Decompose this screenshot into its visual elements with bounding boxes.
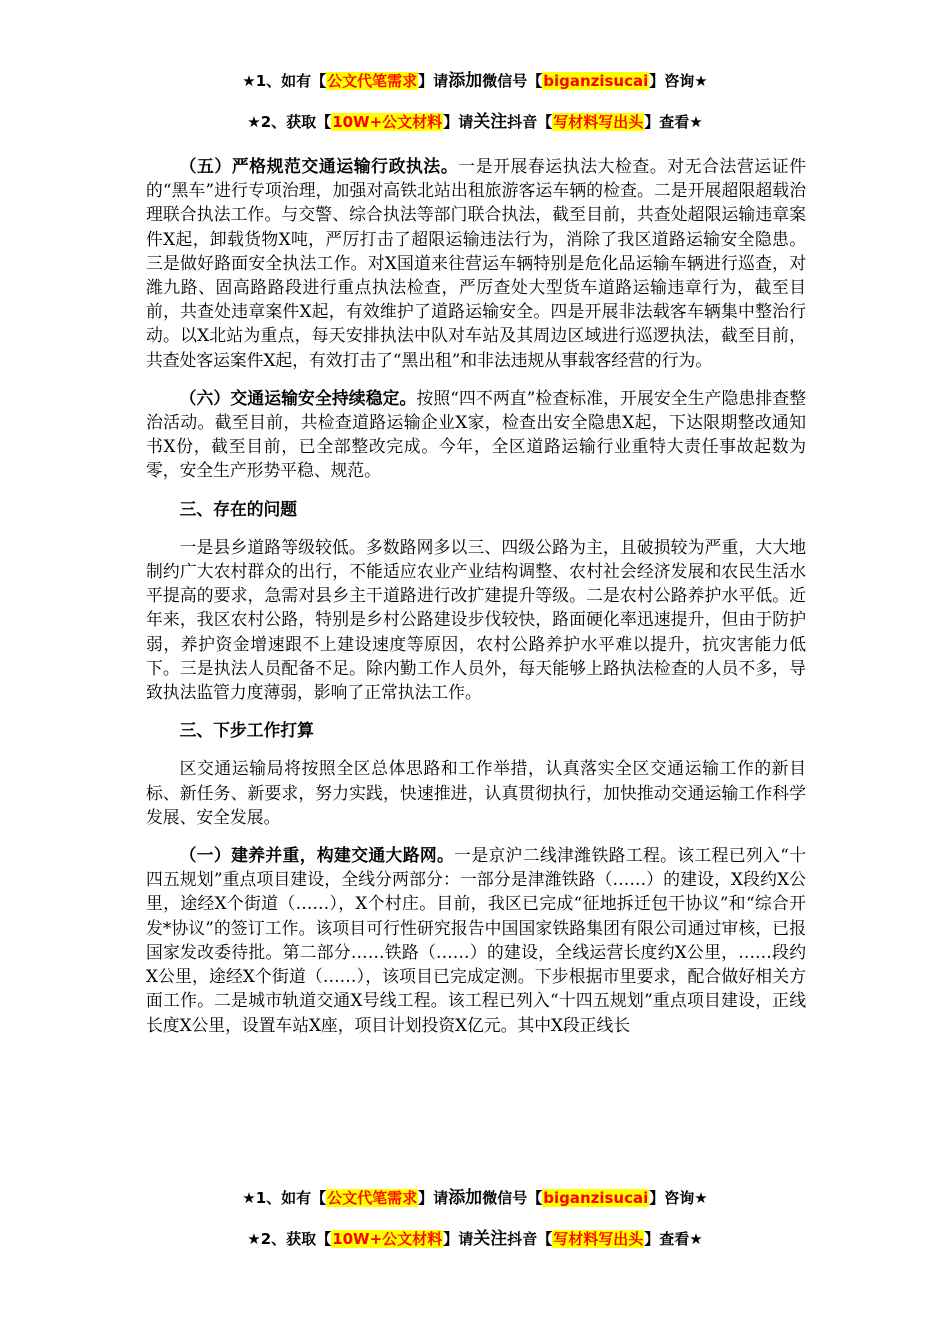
- heading-problems: 三、存在的问题: [179, 498, 298, 519]
- banner-text: 】查看★: [644, 1230, 703, 1248]
- paragraph-road-network: [146, 843, 806, 1037]
- paragraph-text: 按照“四不两直”检查标准，开展安全生产隐患排查整治活动。截至目前，共检查道路运输企业X家，检查出安全隐患X起，下达限期整改通知书X份，截至目前，已全部整改完成。今年，全区道路运输行业重特大责任事故起数为零，安全生产形势平稳、规范。: [146, 387, 806, 481]
- banner-text: 】请: [418, 1189, 449, 1207]
- banner-highlight: biganzisucai: [543, 1189, 649, 1207]
- banner-highlight: 10W+公文材料: [332, 113, 443, 131]
- banner-emphasis: 添加: [448, 1188, 483, 1208]
- banner-text: ★1、如有【: [242, 72, 327, 90]
- banner-highlight: 写材料写出头: [553, 1230, 644, 1248]
- banner-text: 】请: [443, 1230, 474, 1248]
- banner-highlight: 10W+公文材料: [332, 1230, 443, 1248]
- banner-text: 】咨询★: [649, 72, 708, 90]
- banner-text: 】请: [443, 113, 474, 131]
- banner-highlight: 公文代笔需求: [327, 1189, 418, 1207]
- top-ad-banner-line-1: [0, 70, 950, 92]
- banner-text: 微信号【: [482, 1189, 543, 1207]
- banner-text: ★2、获取【: [247, 113, 332, 131]
- banner-highlight: 公文代笔需求: [327, 72, 418, 90]
- banner-highlight: biganzisucai: [543, 72, 649, 90]
- banner-highlight: 写材料写出头: [553, 113, 644, 131]
- banner-emphasis: 关注: [473, 112, 508, 132]
- paragraph-safety: [146, 386, 806, 483]
- paragraph-next-intro: 区交通运输局将按照全区总体思路和工作举措，认真落实全区交通运输工作的新目标、新任务、新要求，努力实践，快速推进，认真贯彻执行，加快推动交通运输工作科学发展、安全发展。: [146, 758, 806, 827]
- banner-text: 抖音【: [507, 113, 553, 131]
- paragraph-enforcement: [146, 154, 806, 372]
- section-heading: （一）建养并重，构建交通大路网。: [179, 845, 455, 866]
- document-body: [146, 154, 806, 1051]
- banner-text: 】查看★: [644, 113, 703, 131]
- banner-text: 】请: [418, 72, 449, 90]
- banner-text: 抖音【: [507, 1230, 553, 1248]
- banner-text: 微信号【: [482, 72, 543, 90]
- heading-next-steps: 三、下步工作打算: [179, 720, 314, 741]
- paragraph-problems: 一是县乡道路等级较低。多数路网多以三、四级公路为主，且破损较为严重，大大地制约广大农村群众的出行，不能适应农业产业结构调整、农村社会经济发展和农民生活水平提高的要求，急需对县乡主干道路进行改扩建提升等级。二是农村公路养护水平低。近年来，我区农村公路，特别是乡村公路建设步伐较快，路面硬化率迅速提升，但由于防护弱，养护资金增速跟不上建设速度等原因，农村公路养护水平难以提升，抗灾害能力低下。三是执法人员配备不足。除内勤工作人员外，每天能够上路执法检查的人员不多，导致执法监管力度薄弱，影响了正常执法工作。: [146, 536, 806, 703]
- section-heading: （五）严格规范交通运输行政执法。: [179, 156, 459, 176]
- bottom-ad-banner-line-2: [0, 1228, 950, 1250]
- bottom-ad-banner-line-1: [0, 1187, 950, 1209]
- section-heading: （六）交通运输安全持续稳定。: [179, 387, 417, 408]
- paragraph-text: 一是京沪二线津潍铁路工程。该工程已列入“十四五规划”重点项目建设，全线分两部分：一部分是津潍铁路（……）的建设，X段约X公里，途经X个街道（……），X个村庄。目前，我区已完成“征地拆迁包干协议”和“综合开发*协议”的签订工作。该项目可行性研究报告中国国家铁路集团有限公司通过审核，已报国家发改委待批。第二部分……铁路（……）的建设，全线运营长度约X公里，……段约X公里，途经X个街道（……），该项目已完成定测。下步根据市里要求，配合做好相关方面工作。二是城市轨道交通X号线工程。该工程已列入“十四五规划”重点项目建设，正线长度X公里，设置车站X座，项目计划投资X亿元。其中X段正线长: [146, 845, 806, 1035]
- banner-text: 】咨询★: [649, 1189, 708, 1207]
- paragraph-text: 一是开展春运执法大检查。对无合法营运证件的“黑车”进行专项治理，加强对高铁北站出租旅游客运车辆的检查。二是开展超限超载治理联合执法工作。与交警、综合执法等部门联合执法，截至目前，共查处超限运输违章案件X起，卸载货物X吨，严厉打击了超限运输违法行为，消除了我区道路运输安全隐患。三是做好路面安全执法工作。对X国道来往营运车辆特别是危化品运输车辆进行巡查，对潍九路、固高路路段进行重点执法检查，严厉查处大型货车道路运输违章行为，截至目前，共查处违章案件X起，有效维护了道路运输安全。四是开展非法载客车辆集中整治行动。以X北站为重点，每天安排执法中队对车站及其周边区域进行巡逻执法，截至目前，共查处客运案件X起，有效打击了“黑出租”和非法违规从事载客经营的行为。: [146, 156, 806, 370]
- banner-emphasis: 添加: [448, 71, 483, 91]
- banner-text: ★1、如有【: [242, 1189, 327, 1207]
- banner-text: ★2、获取【: [247, 1230, 332, 1248]
- banner-emphasis: 关注: [473, 1229, 508, 1249]
- top-ad-banner-line-2: [0, 111, 950, 133]
